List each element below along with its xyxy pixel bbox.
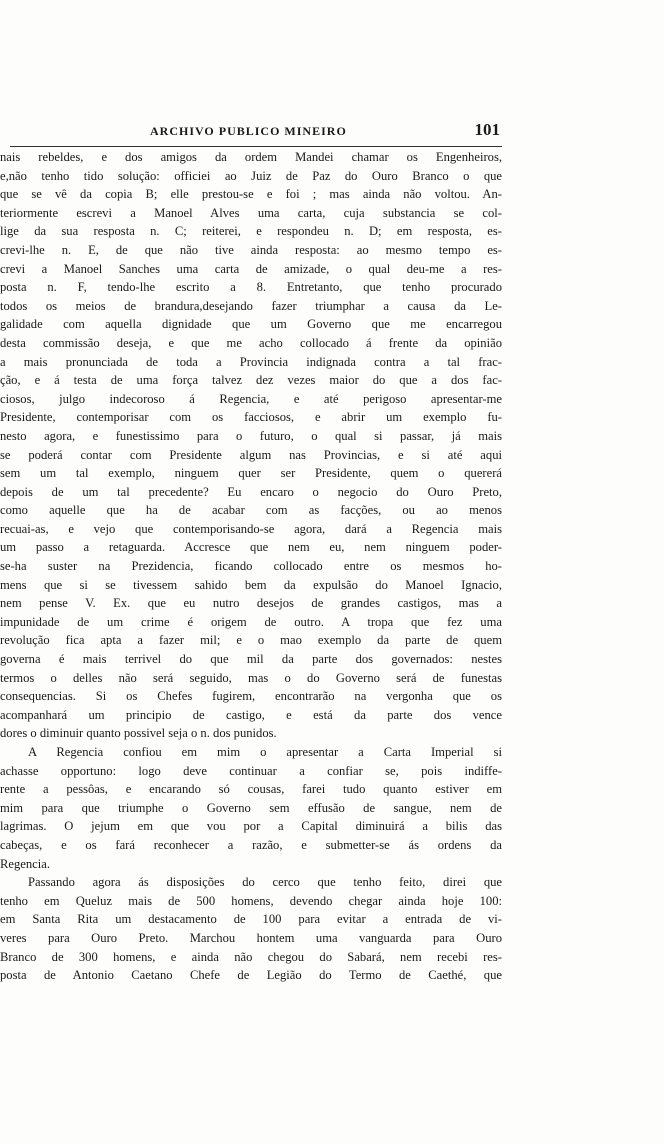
text-line: posta n. F, tendo-lhe escrito a 8. Entretanto, que tenho procurado [0, 280, 502, 295]
text-line: lagrimas. O jejum em que vou por a Capital diminuirá a bilis das [0, 819, 502, 834]
text-line: depois de um tal precedente? Eu encaro o negocio do Ouro Preto, [0, 484, 502, 499]
text-line: lige da sua resposta n. C; reiterei, e respondeu n. D; em resposta, es- [0, 224, 502, 239]
text-line: se-ha suster na Prezidencia, ficando collocado entre os mesmos ho- [0, 559, 502, 574]
text-line: nais rebeldes, e dos amigos da ordem Mandei chamar os Engenheiros, [0, 150, 502, 164]
text-line: crevi a Manoel Sanches uma carta de amizade, o qual deu-me a res- [0, 261, 502, 276]
running-title: ARCHIVO PUBLICO MINEIRO [150, 124, 347, 138]
text-line: A Regencia confiou em mim o apresentar a Carta Imperial si [28, 745, 502, 759]
text-line: governa é mais terrivel do que mil da parte dos governados: nestes [0, 652, 502, 667]
text-line: que se vê da copia B; elle prestou-se e foi ; mas ainda não voltou. An- [0, 187, 502, 202]
text-line: veres para Ouro Preto. Marchou hontem uma vanguarda para Ouro [0, 930, 502, 945]
text-line: ciosos, julgo indecoroso á Regencia, e até perigoso apresentar-me [0, 391, 502, 406]
text-line: todos os meios de brandura,desejando fazer triumphar a causa da Le- [0, 298, 502, 313]
text-line: em Santa Rita um destacamento de 100 para evitar a entrada de vi- [0, 912, 502, 927]
text-line: nem pense V. Ex. que eu nutro desejos de grandes castigos, mas a [0, 596, 502, 611]
text-line: e,não tenho tido solução: officiei ao Juiz de Paz do Ouro Branco o que [0, 168, 502, 183]
text-line: nesto agora, e funestissimo para o futuro, o qual si passar, já mais [0, 428, 502, 443]
text-line: dores o diminuir quanto possivel seja o n. dos punidos. [0, 726, 277, 741]
text-line: sem um tal exemplo, ninguem quer ser Presidente, quem o quererá [0, 466, 502, 481]
text-line: galidade com aquella dignidade que um Governo que me encarregou [0, 317, 502, 332]
text-line: tenho em Queluz mais de 500 homens, devendo chegar ainda hoje 100: [0, 893, 502, 908]
text-line: termos o delles não será seguido, mas o do Governo será de funestas [0, 670, 502, 685]
text-line: a mais pronunciada de toda a Provincia indignada contra a tal frac- [0, 354, 502, 369]
text-line: revolução fica apta a fazer mil; e o mao exemplo da parte de quem [0, 633, 502, 648]
text-line: rente a pessôas, e encarando só cousas, farei tudo quanto estiver em [0, 782, 502, 797]
text-line: Passando agora ás disposições do cerco que tenho feito, direi que [28, 875, 502, 890]
text-line: consequencias. Si os Chefes fugirem, encontrarão na vergonha que os [0, 689, 502, 704]
running-header [150, 122, 500, 142]
text-line: cabeças, e os fará reconhecer a razão, e submetter-se ás ordens da [0, 837, 502, 852]
text-line: crevi-lhe n. E, de que não tive ainda resposta: ao mesmo tempo es- [0, 242, 502, 257]
text-line: Regencia. [0, 856, 50, 871]
page-number: 101 [474, 120, 500, 139]
text-line: posta de Antonio Caetano Chefe de Legião do Termo de Caethé, que [0, 968, 502, 983]
text-line: mim para que triumphe o Governo sem effusão de sangue, nem de [0, 800, 502, 815]
text-line: teriormente escrevi a Manoel Alves uma carta, cuja substancia se col- [0, 205, 502, 220]
text-line: um passo a retaguarda. Accresce que nem eu, nem ninguem poder- [0, 540, 502, 555]
text-line: se poderá contar com Presidente algum nas Provincias, e si até aqui [0, 447, 502, 462]
text-line: achasse opportuno: logo deve continuar a confiar se, pois indiffe- [0, 763, 502, 778]
text-line: Branco de 300 homens, e ainda não chegou do Sabará, nem recebi res- [0, 949, 502, 964]
text-line: desta commissão deseja, e que me acho collocado á frente da opinião [0, 335, 502, 350]
text-line: mens que si se tivessem sahido bem da expulsão do Manoel Ignacio, [0, 577, 502, 592]
text-line: ção, e á testa de uma força talvez dez vezes maior do que a dos fac- [0, 373, 502, 388]
text-line: Presidente, contemporisar com os facciosos, e abrir um exemplo fu- [0, 410, 502, 425]
text-line: recuai-as, e vejo que contemporisando-se agora, dará a Regencia mais [0, 521, 502, 536]
header-rule [10, 146, 502, 147]
text-line: impunidade de um crime é origem de outro. A tropa que fez uma [0, 614, 502, 629]
text-line: como aquelle que ha de acabar com as facções, ou ao menos [0, 503, 502, 518]
body-text [0, 148, 502, 985]
text-line: acompanhará um principio de castigo, e está da parte dos vence [0, 707, 502, 722]
